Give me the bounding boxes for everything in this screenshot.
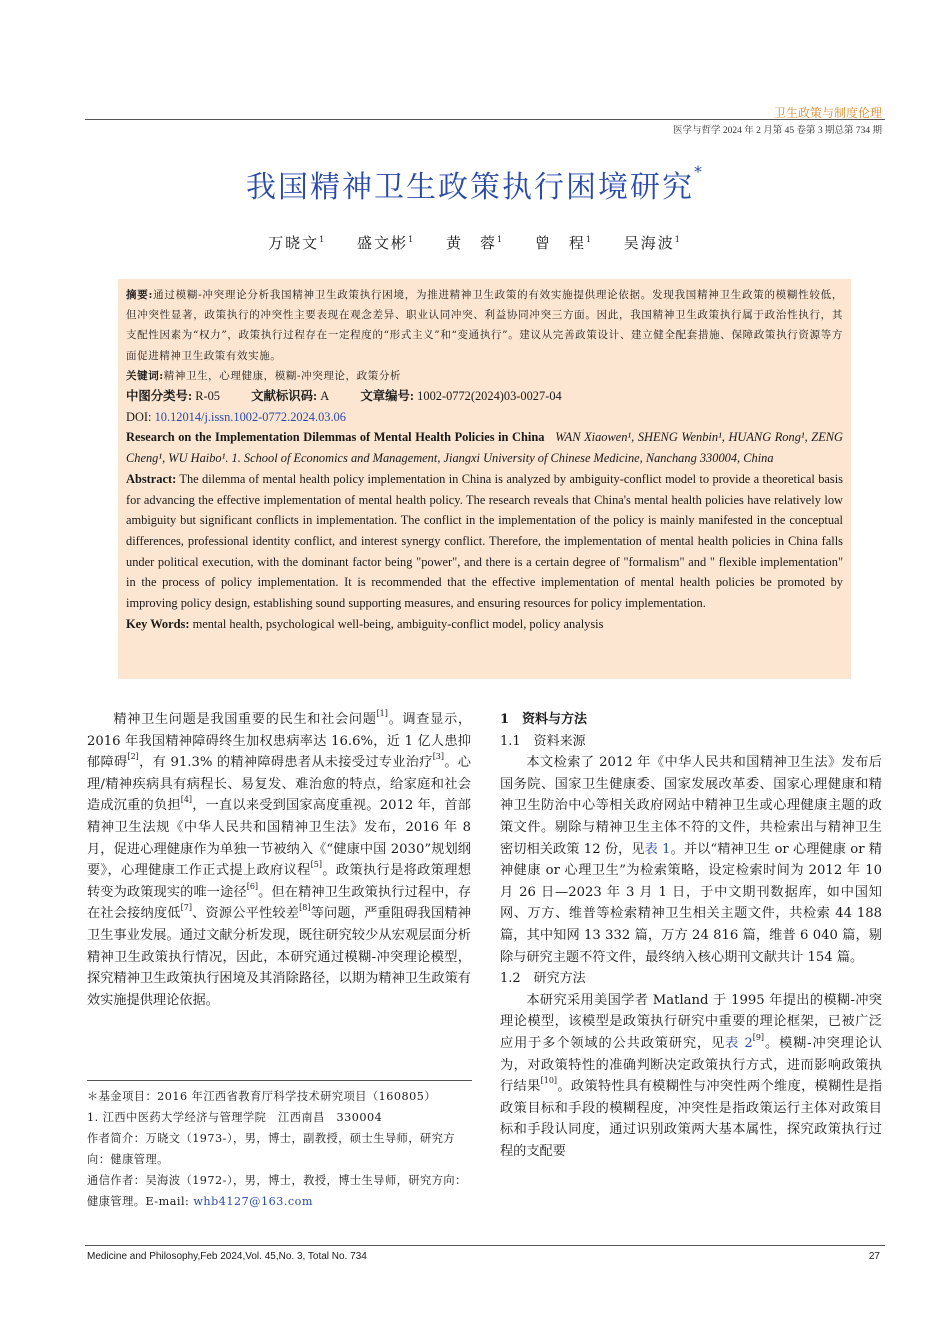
citation[interactable]: [2] — [127, 752, 139, 762]
intro-paragraph: 精神卫生问题是我国重要的民生和社会问题[1]。调查显示，2016 年我国精神障碍终生加权患病率达 16.6%，近 1 亿人患抑郁障碍[2]，有 91.3% 的精神障碍患者从未接受过专业治疗[3]。心理/精神疾病具有病程长、易复发、难治愈的特点，给家庭和社会造成沉重的负担[4]，一直以来受到国家高度重视。2012 年，首部精神卫生法规《中华人民共和国精神卫生法》发布，2016 年 8 月，促进心理健康作为单独一节被纳入《“健康中国 2030”规划纲要》，心理健康工作正式提上政府议程[5]。政策执行是将政策理想转变为政策现实的唯一途径[6]。但在精神卫生政策执行过程中，存在社会接纳度低[7]、资源公平性较差[8]等问题，严重阻碍我国精神卫生事业发展。通过文献分析发现，既往研究较少从宏观层面分析精神卫生政策执行情况，因此，本研究通过模糊-冲突理论模型，探究精神卫生政策执行困境及其消除路径，以期为精神卫生政策有效实施提供理论依据。 — [87, 709, 472, 1008]
footnote-author-intro: 作者简介：万晓文（1973-），男，博士，副教授，硕士生导师，研究方向：健康管理。 — [87, 1132, 456, 1166]
footnotes — [87, 1086, 472, 1212]
body-column-right — [500, 709, 882, 1162]
section-label: 卫生政策与制度伦理 — [773, 106, 882, 120]
footer-citation: Medicine and Philosophy,Feb 2024,Vol. 45,No. 3, Total No. 734 — [87, 1251, 367, 1262]
page-number: 27 — [868, 1251, 880, 1262]
author-4: 曾 程$^1$ — [534, 234, 593, 252]
citation[interactable]: [4] — [180, 795, 193, 805]
citation[interactable]: [1] — [376, 709, 388, 718]
keywords-en: Key Words: mental health, psychological well-being, ambiguity-conflict model, policy analysis — [126, 616, 604, 631]
citation[interactable]: [6] — [246, 881, 259, 891]
footnote-fund: ＊基金项目：2016 年江西省教育厅科学技术研究项目（160805） — [87, 1090, 437, 1103]
journal-info: 医学与哲学 2024 年 2 月第 45 卷第 3 期总第 734 期 — [672, 126, 882, 136]
english-title: Research on the Implementation Dilemmas of Mental Health Policies in China — [126, 430, 545, 445]
author-5: 吴海波$^1$ — [623, 234, 682, 252]
subsection-heading-1-1: 1.1 资料来源 — [500, 733, 586, 749]
footnote-rule — [87, 1080, 472, 1081]
email-link[interactable]: whb4127@163.com — [193, 1195, 313, 1208]
footnote-affiliation: 1. 江西中医药大学经济与管理学院 江西南昌 330004 — [87, 1111, 383, 1124]
paragraph-method: 本研究采用美国学者 Matland 于 1995 年提出的模糊-冲突理论模型，该模型是政策执行研究中重要的理论框架，已被广泛应用于多个领域的公共政策研究，见表 2[9]。模糊-冲突理论认为，对政策特性的准确判断决定政策执行方式，进而影响政策执行结果[10]。政策特性具有模糊性与冲突性两个维度，模糊性是指政策目标和手段的模糊程度，冲突性是指政策运行主体对政策目标和手段认同度，通过识别政策两大基本属性，探究政策执行过程的支配要 — [500, 992, 883, 1159]
subsection-heading-1-2: 1.2 研究方法 — [500, 971, 586, 987]
citation[interactable]: [10] — [540, 1076, 558, 1086]
paragraph-data-source: 本文检索了 2012 年《中华人民共和国精神卫生法》发布后国务院、国家卫生健康委、国家发展改革委、国家心理健康和精神卫生防治中心等相关政府网站中精神卫生或心理健康主题的政策文件。剔除与精神卫生主体不符的文件，共检索出与精神卫生密切相关政策 12 份，见表 1。并以“精神卫生 or 心理健康 or 精神健康 or 心理卫生”为检索策略，设定检索时间为 2012 年 10 月 26 日—2023 年 3 月 1 日，于中文期刊数据库，如中国知网、万方、维普等检索精神卫生相关主题文件，共检索 44 188 篇，其中知网 13 332 篇，万方 24 816 篇，维普 6 040 篇，剔除与研究主题不符文件，最终纳入核心期刊文献共计 154 篇。 — [500, 755, 882, 965]
doi-row: DOI: 10.12014/j.issn.1002-0772.2024.03.06 — [126, 409, 346, 424]
keywords-zh: 关键词:精神卫生，心理健康，模糊-冲突理论，政策分析 — [126, 369, 402, 382]
abstract-box — [118, 279, 851, 679]
author-2: 盛文彬$^1$ — [357, 234, 416, 252]
header-rule — [85, 119, 885, 120]
abstract-zh: 摘要:通过模糊-冲突理论分析我国精神卫生政策执行困境，为推进精神卫生政策的有效实施提供理论依据。发现我国精神卫生政策的模糊性较低，但冲突性显著，政策执行的冲突性主要表现在观念差异、职业认同冲突、利益协同冲突三方面。因此，我国精神卫生政策执行属于政治性执行，其支配性因素为“权力”，政策执行过程存在一定程度的“形式主义”和“变通执行”。建议从完善政策设计、建立健全配套措施、保障政策执行资源等方面促进精神卫生政策有效实施。 — [126, 289, 843, 362]
section-heading-1: 1 资料与方法 — [500, 712, 588, 727]
footnote-corresponding: 通信作者：吴海波（1972-），男，博士，教授，博士生导师，研究方向：健康管理。E-mail: whb4127@163.com — [87, 1174, 467, 1208]
footer-rule — [85, 1245, 885, 1246]
author-list — [0, 232, 950, 253]
title-text: 我国精神卫生政策执行困境研究 — [246, 170, 694, 205]
citation[interactable]: [3] — [432, 752, 445, 762]
citation[interactable]: [8] — [299, 903, 311, 913]
english-affiliation: 1. School of Economics and Management, Jiangxi University of Chinese Medicine, Nanchang 330004, China — [231, 451, 774, 466]
table-1-link[interactable]: 表 1 — [644, 841, 671, 857]
citation[interactable]: [5] — [310, 860, 323, 870]
english-authors: WAN Xiaowen¹, SHENG Wenbin¹, HUANG Rong¹, ZENG Cheng¹, WU Haibo¹. — [126, 430, 843, 466]
title-mark: * — [694, 162, 704, 181]
citation[interactable]: [9] — [752, 1032, 765, 1042]
doi-link[interactable]: 10.12014/j.issn.1002-0772.2024.03.06 — [154, 409, 346, 424]
author-3: 黄 蓉$^1$ — [445, 234, 505, 252]
abstract-en: Abstract: The dilemma of mental health policy implementation in China is analyzed by ambiguity-conflict model to provide a theoretical basis for advancing the effective implementation of mental health policy. The research reveals that China's mental health policies have relatively low ambiguity but significant conflicts in implementation. The conflict in the implementation of the policy is mainly manifested in the conceptual differences, professional identity conflict, and interest synergy conflict. Therefore, the implementation of mental health policies in China falls under political execution, with the dominant factor being "power", and there is a certain degree of "formalism" and " flexible implementation" in the process of policy implementation. It is recommended that the effective implementation of mental health policies be promoted by improving policy design, establishing sound supporting measures, and ensuring resources for policy implementation. — [126, 471, 843, 611]
table-2-link[interactable]: 表 2 — [725, 1035, 753, 1051]
body-column-left — [87, 709, 471, 1011]
author-1: 万晓文$^1$ — [268, 234, 327, 252]
english-header — [126, 427, 843, 468]
classification-row: 中图分类号: R-05 文献标识码: A 文章编号: 1002-0772(2024)03-0027-04 — [126, 389, 562, 404]
citation[interactable]: [7] — [180, 903, 192, 913]
article-title — [0, 162, 950, 206]
